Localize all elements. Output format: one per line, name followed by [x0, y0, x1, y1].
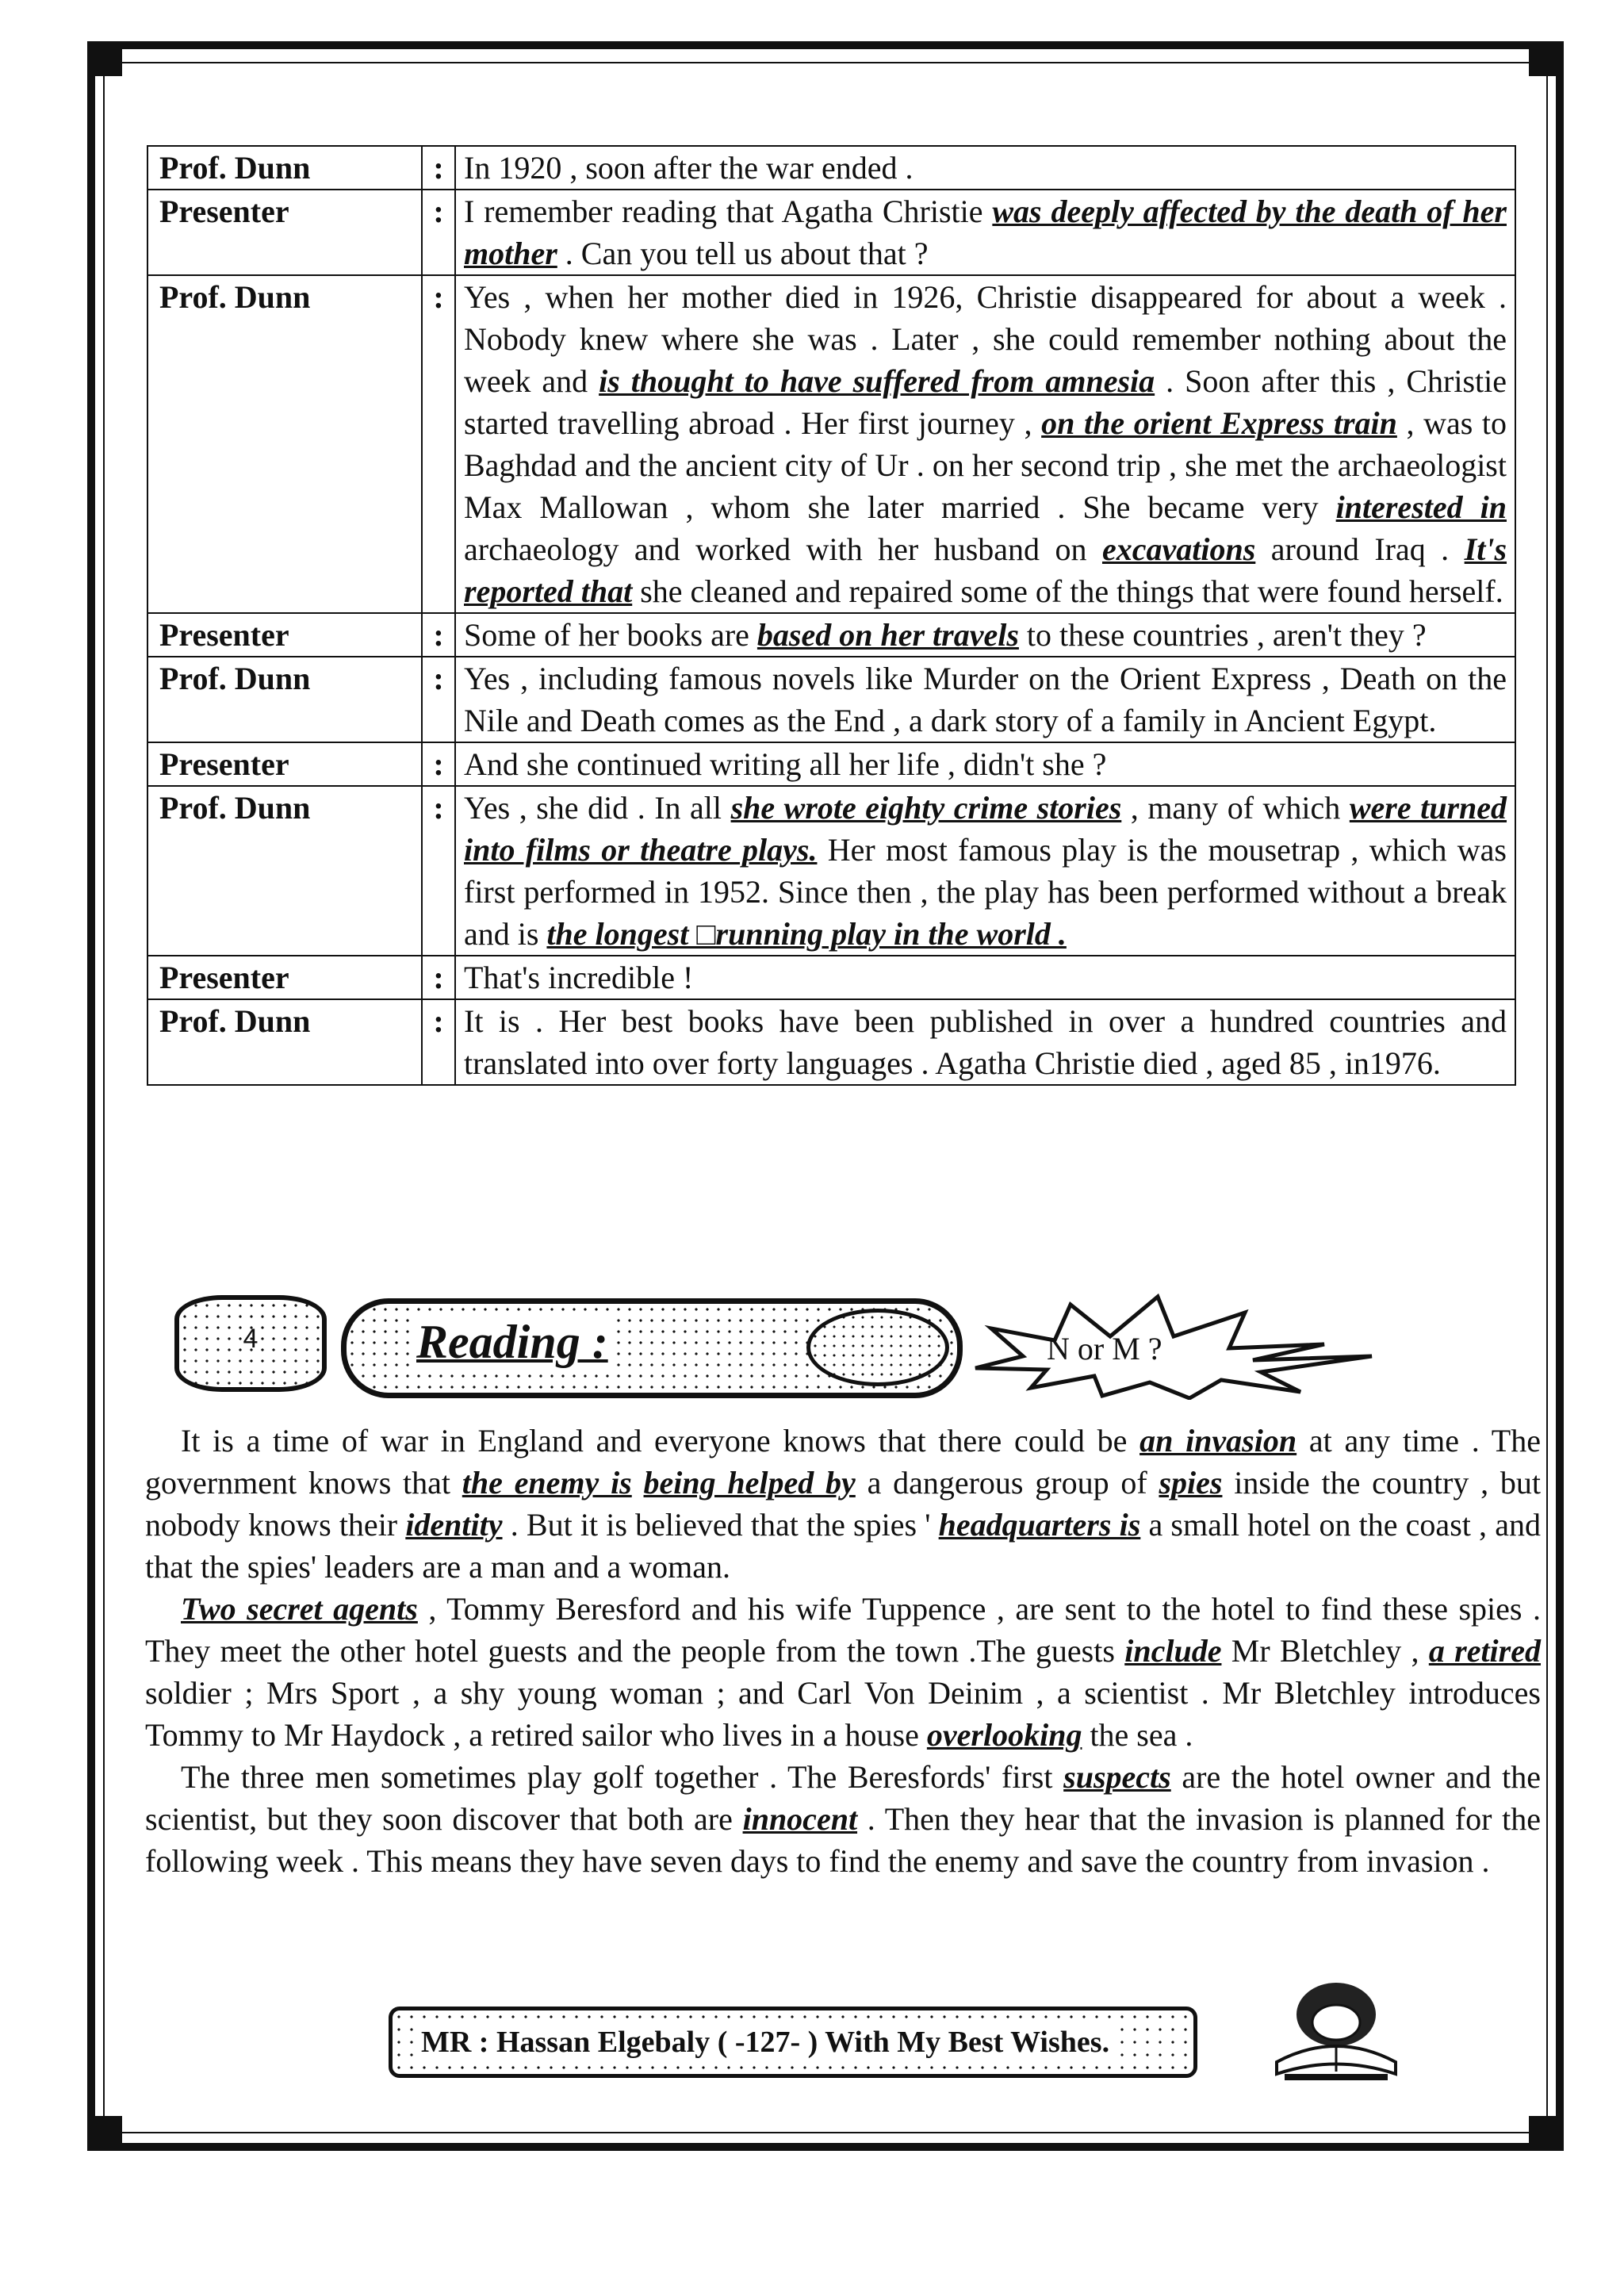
text-segment: she cleaned and repaired some of the things that were found herself. — [632, 573, 1503, 609]
starburst-icon — [959, 1281, 1388, 1400]
text-segment — [632, 1465, 644, 1501]
dialogue-row — [147, 999, 1515, 1085]
footer-box — [389, 2007, 1197, 2078]
keyword-phrase: Two secret agents — [181, 1591, 418, 1627]
text-segment: soldier ; Mrs Sport , a shy young woman ; and Carl Von Deinim , a scientist . Mr Bletchley introduces Tommy to Mr Haydock , a retired sailor who lives in a house — [145, 1675, 1541, 1753]
speaker-name: Presenter — [147, 190, 422, 275]
text-segment: Yes , when her mother died in 1926, Christie disappeared for about a week . Nobody knew where she was . Later , she could remember nothing about the week and — [464, 279, 1507, 399]
dialogue-row — [147, 956, 1515, 999]
keyword-phrase: It's reported that — [464, 531, 1507, 609]
reading-title: Reading : — [410, 1315, 615, 1370]
dialogue-row — [147, 786, 1515, 956]
text-segment: . Can you tell us about that ? — [557, 236, 929, 271]
passage-paragraph — [145, 1588, 1541, 1756]
reading-banner — [159, 1281, 1245, 1400]
text-segment: I remember reading that Agatha Christie — [464, 194, 993, 229]
text-segment: It is a time of war in England and everyone knows that there could be — [181, 1423, 1140, 1458]
dialogue-line — [455, 657, 1515, 742]
passage-paragraph — [145, 1420, 1541, 1588]
text-segment: The three men sometimes play golf together . The Beresfords' first — [181, 1759, 1064, 1795]
text-segment: , many of which — [1121, 790, 1350, 826]
text-segment: . But it is believed that the spies ' — [502, 1507, 939, 1543]
dialogue-table — [147, 145, 1516, 1086]
dialogue-row — [147, 742, 1515, 786]
corner-bottom-left — [87, 2116, 122, 2151]
keyword-phrase: she wrote eighty crime stories — [730, 790, 1122, 826]
section-number: 4 — [243, 1324, 259, 1354]
text-segment: Her most famous play is the mousetrap , which was first performed in 1952. Since then , the play has been performed without a break and is — [464, 832, 1507, 952]
speaker-colon: : — [422, 956, 455, 999]
speaker-colon: : — [422, 275, 455, 613]
keyword-phrase: were turned into films or theatre plays. — [464, 790, 1507, 868]
dialogue-line — [455, 956, 1515, 999]
keyword-phrase: based on her travels — [756, 617, 1019, 653]
text-segment: at any time . The government knows that — [145, 1423, 1541, 1501]
section-number-badge — [174, 1295, 327, 1392]
keyword-phrase: the longest □running play in the world . — [546, 916, 1067, 952]
corner-bottom-right — [1529, 2116, 1564, 2151]
reading-title-pill — [341, 1298, 963, 1398]
speaker-colon: : — [422, 657, 455, 742]
speaker-colon: : — [422, 190, 455, 275]
speaker-name: Prof. Dunn — [147, 146, 422, 190]
text-segment: the sea . — [1082, 1717, 1193, 1753]
text-segment: , Tommy Beresford and his wife Tuppence , are sent to the hotel to find these spies . They meet the other hotel guests and the people from the town .The guests — [145, 1591, 1542, 1669]
reading-boy-icon — [1261, 1967, 1411, 2086]
footer-text: MR : Hassan Elgebaly ( -127- ) With My Best Wishes. — [416, 2025, 1114, 2060]
dialogue-row — [147, 613, 1515, 657]
dialogue-line — [455, 613, 1515, 657]
speaker-colon: : — [422, 146, 455, 190]
keyword-phrase: suspects — [1063, 1759, 1171, 1795]
story-title-label: N or M ? — [1047, 1331, 1162, 1366]
dialogue-line — [455, 146, 1515, 190]
speaker-colon: : — [422, 742, 455, 786]
keyword-phrase: the enemy is — [462, 1465, 632, 1501]
speaker-name: Prof. Dunn — [147, 657, 422, 742]
text-segment: a small hotel on the coast , and that the spies' leaders are a man and a woman. — [145, 1507, 1541, 1585]
text-segment: . Then they hear that the invasion is planned for the following week . This means they have seven days to find the enemy and save the country from invasion . — [145, 1801, 1541, 1879]
keyword-phrase: spies — [1159, 1465, 1223, 1501]
speaker-name: Prof. Dunn — [147, 999, 422, 1085]
dialogue-line — [455, 275, 1515, 613]
dialogue-row — [147, 657, 1515, 742]
text-segment: to these countries , aren't they ? — [1018, 617, 1427, 653]
text-segment: Mr Bletchley , — [1221, 1633, 1429, 1669]
keyword-phrase: being helped by — [643, 1465, 856, 1501]
keyword-phrase: is thought to have suffered from amnesia — [599, 363, 1155, 399]
speaker-name: Presenter — [147, 613, 422, 657]
corner-top-left — [87, 41, 122, 76]
keyword-phrase: include — [1124, 1633, 1222, 1669]
speaker-colon: : — [422, 613, 455, 657]
speaker-name: Presenter — [147, 742, 422, 786]
keyword-phrase: innocent — [742, 1801, 858, 1837]
text-segment: . Soon after this , Christie started travelling abroad . Her first journey , — [464, 363, 1507, 441]
dialogue-row — [147, 190, 1515, 275]
corner-top-right — [1529, 41, 1564, 76]
text-segment: It is . Her best books have been published in over a hundred countries and translated into over forty languages . Agatha Christie died , aged 85 , in1976. — [464, 1003, 1507, 1081]
speaker-name: Prof. Dunn — [147, 786, 422, 956]
dotted-oval-decoration — [806, 1309, 949, 1386]
text-segment: around Iraq . — [1255, 531, 1465, 567]
reading-passage — [145, 1420, 1541, 1882]
text-segment: That's incredible ! — [464, 960, 694, 995]
text-segment: Yes , she did . In all — [464, 790, 731, 826]
dialogue-row — [147, 146, 1515, 190]
text-segment: , was to Baghdad and the ancient city of Ur . on her second trip , she met the archaeologist Max Mallowan , whom she later married . She became very — [464, 405, 1507, 525]
speaker-name: Prof. Dunn — [147, 275, 422, 613]
text-segment: And she continued writing all her life , didn't she ? — [464, 746, 1107, 782]
text-segment: Some of her books are — [464, 617, 757, 653]
text-segment: In 1920 , soon after the war ended . — [464, 150, 914, 186]
keyword-phrase: an invasion — [1139, 1423, 1297, 1458]
keyword-phrase: excavations — [1101, 531, 1256, 567]
story-title-burst — [959, 1281, 1388, 1400]
keyword-phrase: on the orient Express train — [1041, 405, 1397, 441]
dialogue-line — [455, 742, 1515, 786]
passage-paragraph — [145, 1756, 1541, 1882]
text-segment: are the hotel owner and the scientist, but they soon discover that both are — [145, 1759, 1541, 1837]
dialogue-line — [455, 190, 1515, 275]
dialogue-line — [455, 999, 1515, 1085]
dialogue-line — [455, 786, 1515, 956]
dialogue-row — [147, 275, 1515, 613]
speaker-colon: : — [422, 786, 455, 956]
text-segment: inside the country , but nobody knows their — [145, 1465, 1542, 1543]
keyword-phrase: a retired — [1428, 1633, 1541, 1669]
text-segment: Yes , including famous novels like Murder on the Orient Express , Death on the Nile and Death comes as the End , a dark story of a family in Ancient Egypt. — [464, 661, 1507, 738]
keyword-phrase: identity — [405, 1507, 503, 1543]
keyword-phrase: was deeply affected by the death of her mother — [464, 194, 1507, 271]
keyword-phrase: interested in — [1335, 489, 1507, 525]
text-segment: a dangerous group of — [855, 1465, 1159, 1501]
keyword-phrase: overlooking — [926, 1717, 1082, 1753]
speaker-name: Presenter — [147, 956, 422, 999]
dialogue-body — [147, 146, 1515, 1085]
speaker-colon: : — [422, 999, 455, 1085]
text-segment: archaeology and worked with her husband on — [464, 531, 1102, 567]
keyword-phrase: headquarters is — [938, 1507, 1141, 1543]
